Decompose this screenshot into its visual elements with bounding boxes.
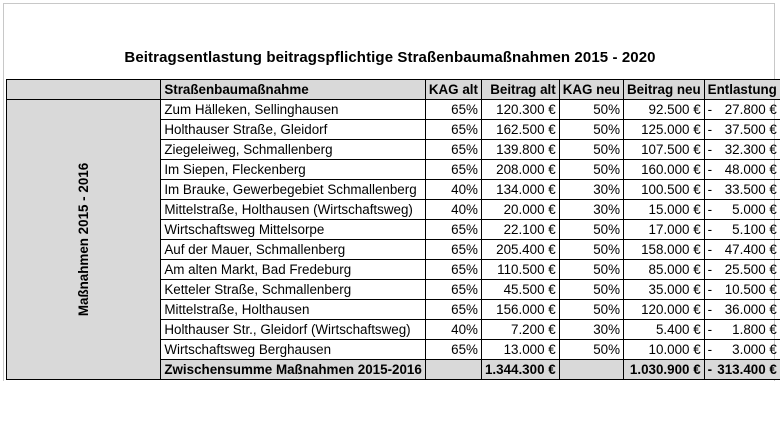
cell-kag-neu: 50%	[559, 300, 623, 320]
header-kag-alt: KAG alt	[425, 80, 481, 100]
cell-kag-alt: 40%	[425, 200, 481, 220]
entlastung-value: 37.500 €	[724, 122, 777, 137]
header-beitrag-neu: Beitrag neu	[624, 80, 705, 100]
cell-kag-alt: 65%	[425, 220, 481, 240]
cell-entlastung	[704, 300, 780, 320]
crop-mask	[0, 381, 780, 439]
cell-entlastung	[704, 280, 780, 300]
minus-sign: -	[707, 302, 713, 317]
cell-beitrag-neu: 125.000 €	[624, 120, 705, 140]
cell-kag-neu: 50%	[559, 260, 623, 280]
side-label-cell	[7, 100, 161, 380]
subtotal-entlastung	[704, 360, 780, 380]
contribution-table	[6, 79, 780, 380]
subtotal-kag-neu	[559, 360, 623, 380]
subtotal-label: Zwischensumme Maßnahmen 2015-2016	[161, 360, 426, 380]
cell-kag-alt: 65%	[425, 140, 481, 160]
cell-name: Am alten Markt, Bad Fredeburg	[161, 260, 426, 280]
cell-beitrag-neu: 120.000 €	[624, 300, 705, 320]
header-name: Straßenbaumaßnahme	[161, 80, 426, 100]
subtotal-kag-alt	[425, 360, 481, 380]
side-label: Maßnahmen 2015 - 2016	[76, 162, 92, 317]
cell-beitrag-neu: 15.000 €	[624, 200, 705, 220]
cell-entlastung	[704, 140, 780, 160]
entlastung-value: 25.500 €	[724, 262, 777, 277]
table-row	[7, 100, 780, 120]
minus-sign: -	[707, 282, 713, 297]
minus-sign: -	[707, 142, 713, 157]
minus-sign: -	[707, 162, 713, 177]
cell-name: Im Brauke, Gewerbegebiet Schmallenberg	[161, 180, 426, 200]
cell-entlastung	[704, 260, 780, 280]
entlastung-value: 36.000 €	[724, 302, 777, 317]
entlastung-value: 5.000 €	[732, 202, 777, 217]
cell-beitrag-neu: 5.400 €	[624, 320, 705, 340]
cell-beitrag-neu: 158.000 €	[624, 240, 705, 260]
cell-kag-alt: 65%	[425, 100, 481, 120]
cell-beitrag-alt: 13.000 €	[481, 340, 559, 360]
cell-name: Wirtschaftsweg Mittelsorpe	[161, 220, 426, 240]
cell-beitrag-neu: 85.000 €	[624, 260, 705, 280]
header-entlastung: Entlastung	[704, 80, 780, 100]
cell-entlastung	[704, 120, 780, 140]
minus-sign: -	[707, 202, 713, 217]
cell-kag-neu: 50%	[559, 120, 623, 140]
cell-kag-alt: 40%	[425, 320, 481, 340]
cell-entlastung	[704, 340, 780, 360]
cell-beitrag-alt: 134.000 €	[481, 180, 559, 200]
entlastung-value: 33.500 €	[724, 182, 777, 197]
minus-sign: -	[707, 262, 713, 277]
cell-kag-neu: 50%	[559, 140, 623, 160]
cell-beitrag-alt: 20.000 €	[481, 200, 559, 220]
subtotal-beitrag-alt: 1.344.300 €	[481, 360, 559, 380]
cell-name: Mittelstraße, Holthausen (Wirtschaftsweg)	[161, 200, 426, 220]
cell-beitrag-neu: 10.000 €	[624, 340, 705, 360]
minus-sign: -	[707, 222, 713, 237]
minus-sign: -	[707, 362, 713, 377]
cell-beitrag-alt: 139.800 €	[481, 140, 559, 160]
minus-sign: -	[707, 122, 713, 137]
cell-beitrag-neu: 160.000 €	[624, 160, 705, 180]
header-beitrag-alt: Beitrag alt	[481, 80, 559, 100]
cell-name: Auf der Mauer, Schmallenberg	[161, 240, 426, 260]
cell-beitrag-neu: 100.500 €	[624, 180, 705, 200]
minus-sign: -	[707, 102, 713, 117]
entlastung-value: 47.400 €	[724, 242, 777, 257]
cell-kag-neu: 50%	[559, 220, 623, 240]
cell-entlastung	[704, 200, 780, 220]
cell-kag-neu: 30%	[559, 200, 623, 220]
cell-name: Holthauser Straße, Gleidorf	[161, 120, 426, 140]
cell-kag-alt: 65%	[425, 280, 481, 300]
cell-entlastung	[704, 180, 780, 200]
cell-beitrag-neu: 107.500 €	[624, 140, 705, 160]
cell-entlastung	[704, 100, 780, 120]
header-kag-neu: KAG neu	[559, 80, 623, 100]
entlastung-value: 32.300 €	[724, 142, 777, 157]
cell-beitrag-neu: 92.500 €	[624, 100, 705, 120]
cell-kag-neu: 30%	[559, 320, 623, 340]
cell-beitrag-alt: 22.100 €	[481, 220, 559, 240]
cell-kag-neu: 50%	[559, 280, 623, 300]
cell-kag-alt: 65%	[425, 260, 481, 280]
page-title: Beitragsentlastung beitragspflichtige Straßenbaumaßnahmen 2015 - 2020	[124, 49, 656, 66]
cell-kag-alt: 40%	[425, 180, 481, 200]
cell-beitrag-alt: 162.500 €	[481, 120, 559, 140]
cell-beitrag-neu: 35.000 €	[624, 280, 705, 300]
cell-beitrag-alt: 45.500 €	[481, 280, 559, 300]
header-row	[7, 80, 780, 100]
cell-beitrag-alt: 7.200 €	[481, 320, 559, 340]
cell-beitrag-neu: 17.000 €	[624, 220, 705, 240]
header-corner	[7, 80, 161, 100]
cell-beitrag-alt: 208.000 €	[481, 160, 559, 180]
cell-kag-alt: 65%	[425, 160, 481, 180]
entlastung-value: 48.000 €	[724, 162, 777, 177]
cell-beitrag-alt: 205.400 €	[481, 240, 559, 260]
entlastung-value: 10.500 €	[724, 282, 777, 297]
cell-name: Holthauser Str., Gleidorf (Wirtschaftsweg)	[161, 320, 426, 340]
cell-name: Mittelstraße, Holthausen	[161, 300, 426, 320]
subtotal-entlastung-value: 313.400 €	[717, 362, 777, 377]
cell-kag-neu: 50%	[559, 100, 623, 120]
entlastung-value: 1.800 €	[732, 322, 777, 337]
cell-name: Ketteler Straße, Schmallenberg	[161, 280, 426, 300]
cell-kag-neu: 50%	[559, 160, 623, 180]
cell-kag-alt: 65%	[425, 240, 481, 260]
entlastung-value: 27.800 €	[724, 102, 777, 117]
cell-kag-alt: 65%	[425, 120, 481, 140]
cell-kag-neu: 50%	[559, 340, 623, 360]
cell-kag-alt: 65%	[425, 300, 481, 320]
cell-beitrag-alt: 156.000 €	[481, 300, 559, 320]
cell-entlastung	[704, 220, 780, 240]
minus-sign: -	[707, 322, 713, 337]
cell-name: Im Siepen, Fleckenberg	[161, 160, 426, 180]
cell-kag-neu: 50%	[559, 240, 623, 260]
cell-beitrag-alt: 120.300 €	[481, 100, 559, 120]
cell-entlastung	[704, 240, 780, 260]
cell-kag-neu: 30%	[559, 180, 623, 200]
minus-sign: -	[707, 342, 713, 357]
cell-entlastung	[704, 320, 780, 340]
cell-name: Zum Hälleken, Sellinghausen	[161, 100, 426, 120]
entlastung-value: 3.000 €	[732, 342, 777, 357]
subtotal-beitrag-neu: 1.030.900 €	[624, 360, 705, 380]
cell-name: Wirtschaftsweg Berghausen	[161, 340, 426, 360]
cell-kag-alt: 65%	[425, 340, 481, 360]
cell-entlastung	[704, 160, 780, 180]
minus-sign: -	[707, 242, 713, 257]
minus-sign: -	[707, 182, 713, 197]
cell-name: Ziegeleiweg, Schmallenberg	[161, 140, 426, 160]
cell-beitrag-alt: 110.500 €	[481, 260, 559, 280]
entlastung-value: 5.100 €	[732, 222, 777, 237]
